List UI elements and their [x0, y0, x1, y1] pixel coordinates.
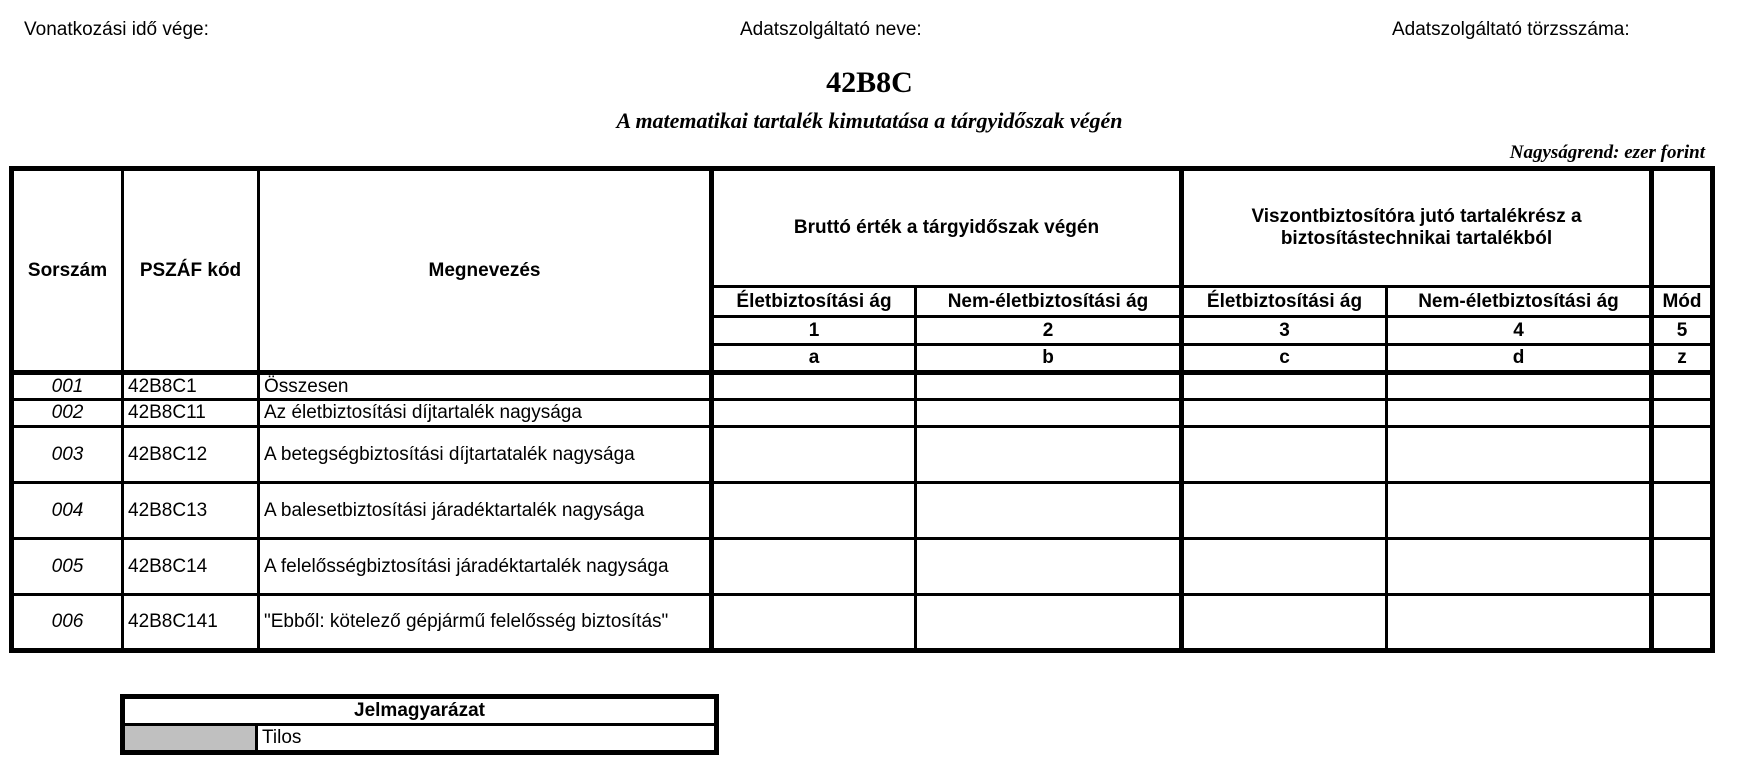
legend-label-forbidden: Tilos [257, 725, 717, 753]
header-megnevezes: Megnevezés [259, 169, 712, 373]
row-number: 005 [12, 539, 123, 595]
row-number: 001 [12, 373, 123, 400]
column-number: 4 [1387, 317, 1652, 345]
value-cell[interactable] [1182, 595, 1387, 651]
value-cell[interactable] [712, 539, 916, 595]
row-number: 002 [12, 400, 123, 427]
row-code: 42B8C13 [123, 483, 259, 539]
header-pszaf-code: PSZÁF kód [123, 169, 259, 373]
value-cell[interactable] [916, 400, 1182, 427]
value-cell[interactable] [916, 539, 1182, 595]
row-number: 003 [12, 427, 123, 483]
value-cell[interactable] [1387, 483, 1652, 539]
table-row [12, 483, 1713, 539]
column-number: 1 [712, 317, 916, 345]
value-cell[interactable] [916, 427, 1182, 483]
value-cell[interactable] [1182, 539, 1387, 595]
row-name: Az életbiztosítási díjtartalék nagysága [259, 400, 712, 427]
row-code: 42B8C11 [123, 400, 259, 427]
table-row [12, 427, 1713, 483]
value-cell[interactable] [1387, 427, 1652, 483]
table-row [12, 539, 1713, 595]
value-cell[interactable] [712, 427, 916, 483]
legend-title: Jelmagyarázat [123, 697, 717, 725]
form-subtitle: A matematikai tartalék kimutatása a tárgyidőszak végén [616, 108, 1123, 133]
row-name: Összesen [259, 373, 712, 400]
row-code: 42B8C1 [123, 373, 259, 400]
column-letter: d [1387, 345, 1652, 373]
column-letter: a [712, 345, 916, 373]
provider-id-label: Adatszolgáltató törzsszáma: [1392, 19, 1630, 40]
row-code: 42B8C12 [123, 427, 259, 483]
column-letter: c [1182, 345, 1387, 373]
table-row [12, 373, 1713, 400]
column-letter: b [916, 345, 1182, 373]
value-cell[interactable] [1387, 373, 1652, 400]
value-cell[interactable] [1182, 483, 1387, 539]
value-cell[interactable] [1387, 595, 1652, 651]
subheader-cell: Életbiztosítási ág [1182, 287, 1387, 317]
value-cell[interactable] [1652, 483, 1713, 539]
header-empty [1652, 169, 1713, 287]
subheader-cell: Életbiztosítási ág [712, 287, 916, 317]
row-code: 42B8C141 [123, 595, 259, 651]
value-cell[interactable] [916, 373, 1182, 400]
value-cell[interactable] [1652, 427, 1713, 483]
reserve-table [9, 166, 1715, 653]
value-cell[interactable] [1652, 539, 1713, 595]
value-cell[interactable] [1182, 400, 1387, 427]
unit-label: Nagyságrend: ezer forint [1509, 142, 1705, 163]
table-row [12, 400, 1713, 427]
subheader-cell: Nem-életbiztosítási ág [1387, 287, 1652, 317]
value-cell[interactable] [712, 483, 916, 539]
row-name: A balesetbiztosítási járadéktartalék nagysága [259, 483, 712, 539]
subheader-cell: Nem-életbiztosítási ág [916, 287, 1182, 317]
value-cell[interactable] [916, 483, 1182, 539]
value-cell[interactable] [1387, 400, 1652, 427]
value-cell[interactable] [1182, 427, 1387, 483]
row-code: 42B8C14 [123, 539, 259, 595]
header-group-viszont: Viszontbiztosítóra jutó tartalékrész a biztosítástechnikai tartalékból [1182, 169, 1652, 287]
legend-table [120, 694, 719, 755]
column-letter: z [1652, 345, 1713, 373]
value-cell[interactable] [712, 595, 916, 651]
value-cell[interactable] [1652, 595, 1713, 651]
row-name: "Ebből: kötelező gépjármű felelősség biztosítás" [259, 595, 712, 651]
column-number: 2 [916, 317, 1182, 345]
header-sorszam: Sorszám [12, 169, 123, 373]
subheader-cell: Mód [1652, 287, 1713, 317]
value-cell[interactable] [1182, 373, 1387, 400]
value-cell[interactable] [712, 400, 916, 427]
value-cell[interactable] [1652, 373, 1713, 400]
form-code-title: 42B8C [826, 66, 913, 99]
column-number: 3 [1182, 317, 1387, 345]
period-end-label: Vonatkozási idő vége: [24, 19, 209, 40]
header-group-brutto: Bruttó érték a tárgyidőszak végén [712, 169, 1182, 287]
legend-swatch-forbidden [123, 725, 257, 753]
provider-name-label: Adatszolgáltató neve: [740, 19, 922, 40]
value-cell[interactable] [1387, 539, 1652, 595]
row-name: A felelősségbiztosítási járadéktartalék nagysága [259, 539, 712, 595]
row-name: A betegségbiztosítási díjtartatalék nagysága [259, 427, 712, 483]
value-cell[interactable] [1652, 400, 1713, 427]
table-row [12, 595, 1713, 651]
row-number: 006 [12, 595, 123, 651]
row-number: 004 [12, 483, 123, 539]
value-cell[interactable] [916, 595, 1182, 651]
column-number: 5 [1652, 317, 1713, 345]
value-cell[interactable] [712, 373, 916, 400]
